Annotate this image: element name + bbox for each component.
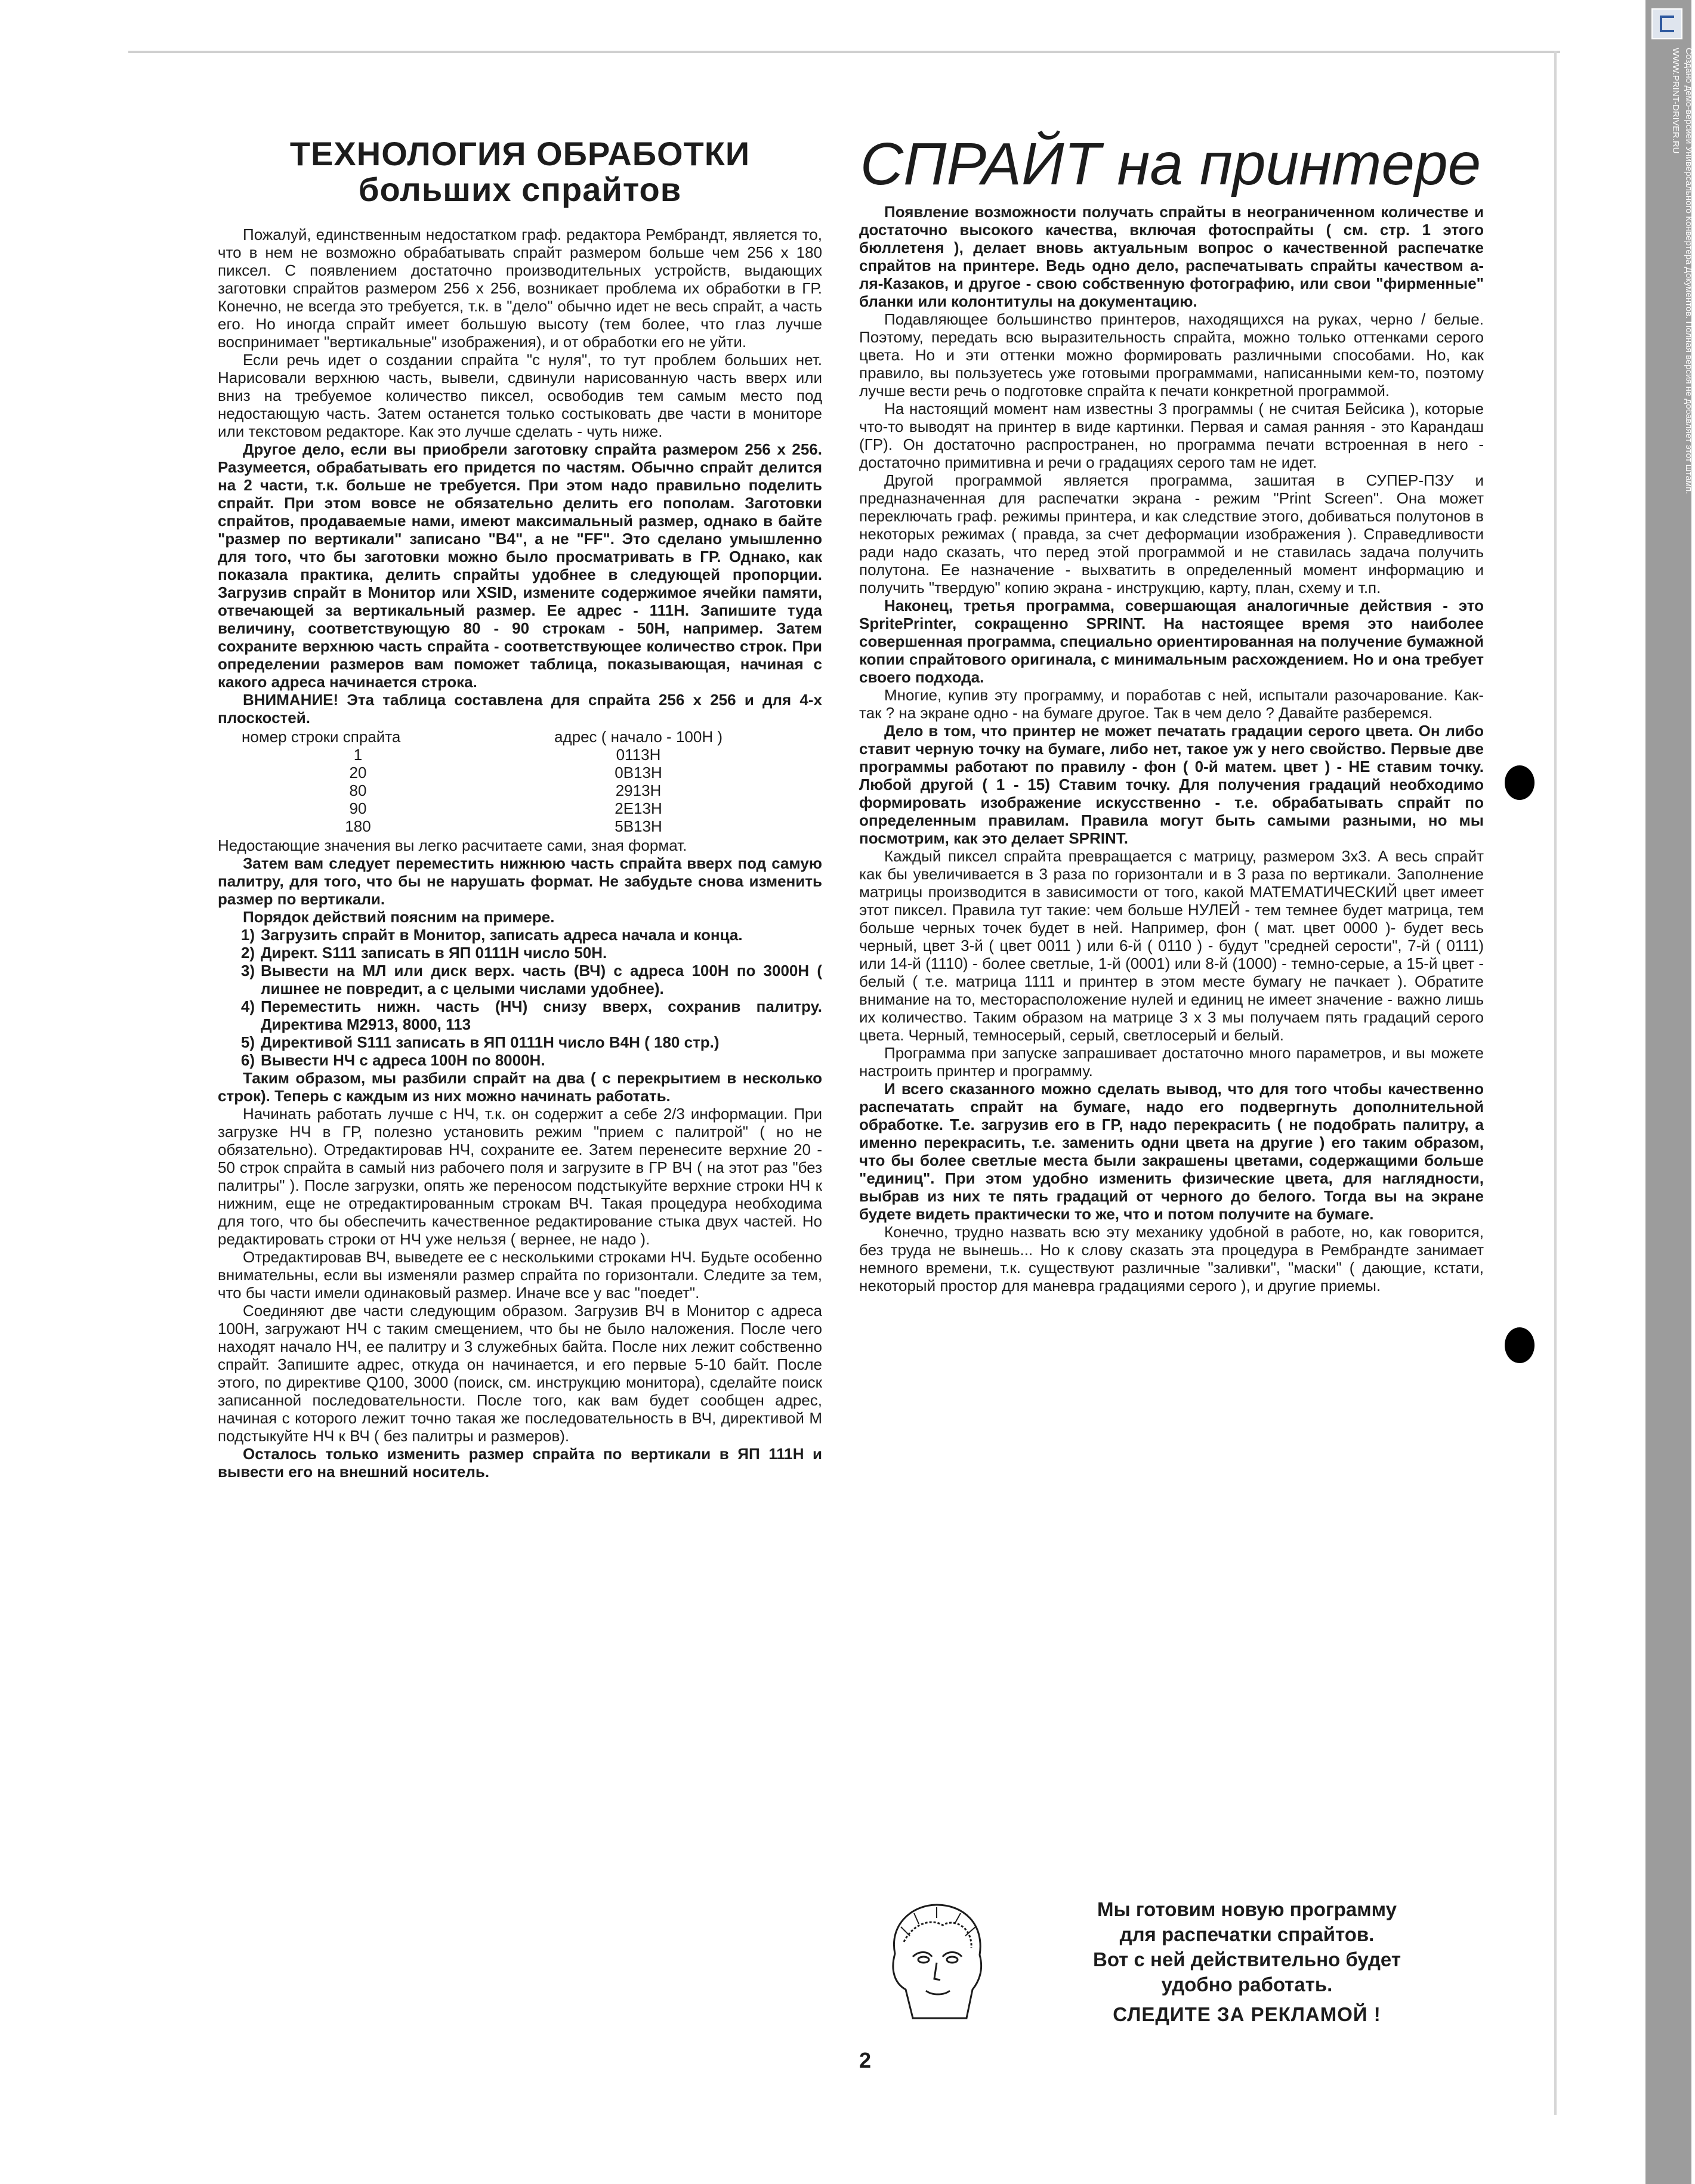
table-header-line: номер строки спрайта [242,728,401,746]
table-row [218,764,822,781]
right-article-title: СПРАЙТ на принтере [860,131,1481,197]
step-number: 6) [240,1051,255,1069]
advertisement [1008,1897,1486,2027]
right-paragraph-1: Появление возможности получать спрайты в неограниченном количестве и достаточно высокого качества, включая фотоспрайты ( см. стр. 1 этого бюллетеня ), делает вновь актуальным вопрос о качественной распечатке спрайтов на принтере. Ведь одно дело, распечатывать спрайты качеством а-ля-Казаков, и другое - свою собственную фотографию, или свои "фирменные" бланки или колонтитулы на документацию. [859,203,1484,310]
page-edge-right [1554,51,1557,2115]
left-title-line-1: ТЕХНОЛОГИЯ ОБРАБОТКИ [289,135,751,172]
table-warning: ВНИМАНИЕ! Эта таблица составлена для спрайта 256 х 256 и для 4-х плоскостей. [218,691,822,727]
step-text: Директ. S111 записать в ЯП 0111H число 50H. [261,944,607,962]
right-paragraph-9: Программа при запуске запрашивает достаточно много параметров, и вы можете настроить принтер и программу. [859,1044,1484,1080]
right-paragraph-6: Многие, купив эту программу, и поработав с ней, испытали разочарование. Как-так ? на экране одно - на бумаге другое. Так в чем дело ? Давайте разберемся. [859,686,1484,722]
portrait-illustration [877,1900,996,2022]
left-paragraph-2: Если речь идет о создании спрайта "с нуля", то тут проблем больших нет. Нарисовали верхнюю часть, вывели, сдвинули нарисованную часть вверх или вниз на требуемое количество пиксел, освободив тем самым место под недостающую часть. Затем останется только состыковать две части в мониторе или текстовом редакторе. Как это лучше сделать - чуть ниже. [218,351,822,440]
table-header-row [218,728,822,746]
step-text: Переместить нижн. часть (НЧ) снизу вверх, сохранив палитру. Директива M2913, 8000, 113 [261,997,822,1033]
right-paragraph-2: Подавляющее большинство принтеров, находящихся на руках, черно / белые. Поэтому, передать всю выразительность спрайта, можно только оттенками серого цвета. Но и эти оттенки можно формировать различными способами. Но, как правило, вы пользуетесь уже готовыми программами, написанными кем-то, поэтому лучше вести речь о подготовке спрайта к печати конкретной программой. [859,310,1484,400]
table-cell-address: 2913H [615,781,662,799]
left-article-body [218,225,822,1481]
right-paragraph-11: Конечно, трудно назвать всю эту механику удобной в работе, но, как говорится, без труда не вынешь... Но к слову сказать эта процедура в Рембрандте занимает немного времени, т.к. существуют различные "заливки", "маски" ( дающие, кстати, некоторый простор для маневра градациями серого ), и другие приемы. [859,1223,1484,1295]
left-paragraph-10: Соединяют две части следующим образом. Загрузив ВЧ в Монитор с адреса 100H, загружают НЧ с таким смещением, что бы не было наложения. После чего находят начало НЧ, ее палитру и 3 служебных байта. После них лежит собственно спрайт. Запишите адрес, откуда он начинается, и его первые 5-10 байт. После этого, по директиве Q100, 3000 (поиск, см. инструкцию монитора), сделайте поиск записанной последовательности. После того, как вам будет сообщен адрес, начиная с которого лежит точно такая же последовательность в ВЧ, директивой M подстыкуйте НЧ к ВЧ ( без палитры и размеров). [218,1302,822,1445]
step-text: Вывести НЧ с адреса 100H по 8000H. [261,1051,545,1069]
left-paragraph-7: Таким образом, мы разбили спрайт на два ( с перекрытием в несколько строк). Теперь с каждым из них можно начинать работать. [218,1069,822,1105]
watermark-line-1: Создано демо-версией Универсального Конвертера Документов. Полная версия не добавляет этот штамп. [1684,48,1694,495]
table-row [218,799,822,817]
table-row [218,817,822,835]
right-paragraph-5: Наконец, третья программа, совершающая аналогичные действия - это SpritePrinter, сокращенно SPRINT. На настоящее время это наиболее совершенная программа, специально ориентированная на получение бумажной копии спрайтового оригинала, с минимальным расхождением. Но и она требует своего подхода. [859,597,1484,686]
right-paragraph-3: На настоящий момент нам известны 3 программы ( не считая Бейсика ), которые что-то выводят на принтер в виде картинки. Первая и самая ранняя - это Карандаш (ГР). Он достаточно распространен, но программа печати встроенная в него - достаточно примитивна и речи о градациях серого там не идет. [859,400,1484,471]
left-paragraph-6: Порядок действий поясним на примере. [243,908,555,926]
step-number: 3) [240,962,255,980]
ad-line-4: удобно работать. [1161,1973,1333,1995]
ad-line-1: Мы готовим новую программу [1097,1898,1397,1920]
right-paragraph-4: Другой программой является программа, зашитая в СУПЕР-ПЗУ и предназначенная для распечатки экрана - режим "Print Screen". Она может переключать граф. режимы принтера, и как следствие этого, добиваться полутонов в некоторых режимах ( правда, за счет деформации изображения ). Справедливости ради надо сказать, что перед этой программой и не ставилась задача получить полутона. Ее назначение - выхватить в определенный момент информацию и получить "твердую" копию экрана - инструкцию, карту, план, схему и т.п. [859,471,1484,597]
left-paragraph-8: Начинать работать лучше с НЧ, т.к. он содержит а себе 2/3 информации. При загрузке НЧ в ГР, полезно установить режим "прием с палитрой" ( но не обязательно). Отредактировав НЧ, сохраните ее. Затем перенесите верхние 20 - 50 строк спрайта в самый низ рабочего поля и загрузите в ГР ВЧ ( на этот раз "без палитры" ). После загрузки, опять же переносом подстыкуйте верхние строки НЧ к нижним, еще не отредактированным строкам ВЧ. Такая процедура необходима для того, что бы обеспечить качественное редактирование стыка двух частей. Но редактировать строки от НЧ уже нельзя ( вернее, не надо ). [218,1105,822,1248]
left-paragraph-9: Отредактировав ВЧ, выведете ее с несколькими строками НЧ. Будьте особенно внимательны, если вы изменяли размер спрайта по горизонтали. Следите за тем, что бы части имели одинаковый размер. Иначе все у вас "поедет". [218,1248,822,1302]
right-paragraph-7: Дело в том, что принтер не может печатать градации серого цвета. Он либо ставит черную точку на бумаге, либо нет, такое уж у него свойство. Первые две программы работают по правилу - фон ( 0-й матем. цвет ) - НЕ ставим точку. Любой другой ( 1 - 15) Ставим точку. Для получения градаций необходимо формировать изображение искусственно - т.е. обрабатывать спрайт по определенным правилам. Правила могут быть самыми разными, но мы посмотрим, как это делает SPRINT. [859,722,1484,847]
step-number: 1) [240,926,255,944]
converter-logo-icon [1651,8,1682,39]
page-number: 2 [859,2048,872,2072]
table-cell-address: 2E13H [615,799,662,817]
right-article-body [859,203,1484,1295]
table-cell-address: 0B13H [615,764,662,781]
step-number: 2) [240,944,255,962]
page-edge-top [128,51,1560,53]
table-cell-line: 180 [345,817,371,835]
table-row [218,781,822,799]
list-item [218,944,822,962]
list-item [218,1051,822,1069]
steps-list [218,926,822,1069]
table-cell-line: 20 [349,764,367,781]
right-paragraph-8: Каждый пиксел спрайта превращается с матрицу, размером 3х3. А весь спрайт как бы увеличивается в 3 раза по горизонтали и в 3 раза по вертикали. Заполнение матрицы производится в зависимости от того, какой МАТЕМАТИЧЕСКИЙ цвет имеет этот пиксел. Правила тут такие: чем больше НУЛЕЙ - тем темнее будет матрица, тем больше черных точек будет в ней. Например, фон ( мат. цвет 0000 )- будет весь черный, цвет 3-й ( цвет 0011 ) или 6-й ( 0110 ) - будут "средней серости", 7-й ( 0111) или 14-й (1110) - более светлые, 1-й (0001) или 8-й (1000) - темно-серые, а 15-й цвет - белый ( т.е. матрица 1111 и принтер в этом месте бумагу не пачкает ). Обратите внимание на то, месторасположение нулей и единиц не имеет значение - важно лишь их количество. Таким образом на матрице 3 х 3 мы получаем пять градаций серого цвета. Черный, темносерый, серый, светлосерый и белый. [859,847,1484,1044]
left-paragraph-5: Затем вам следует переместить нижнюю часть спрайта вверх под самую палитру, для того, что бы не нарушать формат. Не забудьте снова изменить размер по вертикали. [218,854,822,908]
table-cell-line: 80 [349,781,367,799]
step-text: Загрузить спрайт в Монитор, записать адреса начала и конца. [261,926,743,944]
step-number: 5) [240,1033,255,1051]
left-paragraph-4: Недостающие значения вы легко расчитаете сами, зная формат. [218,836,687,854]
left-article-title [218,136,822,208]
punch-hole-bottom [1505,1327,1535,1363]
left-title-line-2: больших спрайтов [358,171,682,208]
list-item [218,962,822,997]
ad-line-2: для распечатки спрайтов. [1119,1923,1375,1945]
list-item [218,926,822,944]
step-text: Вывести на МЛ или диск верх. часть (ВЧ) с адреса 100H по 3000H ( лишнее не повредит, а с целыми числами удобнее). [261,962,822,997]
ad-line-5: СЛЕДИТЕ ЗА РЕКЛАМОЙ ! [1113,2003,1381,2025]
step-number: 4) [240,997,255,1015]
step-text: Директивой S111 записать в ЯП 0111H число B4H ( 180 стр.) [261,1033,720,1051]
watermark-line-2: WWW.PRINT-DRIVER.RU [1671,48,1681,154]
left-paragraph-3: Другое дело, если вы приобрели заготовку спрайта размером 256 х 256. Разумеется, обрабатывать его придется по частям. Обычно спрайт делится на 2 части, т.к. больше не требуется. При этом надо правильно поделить спрайт. При этом вовсе не обязательно делить его пополам. Заготовки спрайтов, продаваемые нами, имеют максимальный размер, однако в байте "размер по вертикали" записано "B4", а не "FF". Это сделано умышленно для того, что бы заготовки можно было просматривать в ГР. Однако, как показала практика, делить спрайты удобнее в следующей пропорции. Загрузив спрайт в Монитор или XSID, измените содержимое ячейки памяти, отвечающей за вертикальный размер. Ее адрес - 111H. Запишите туда величину, соответствующую 80 - 90 строкам - 50H, например. Затем сохраните верхнюю часть спрайта - соответствующее количество строк. При определении размеров вам поможет таблица, показывающая, начиная с какого адреса начинается строка. [218,440,822,691]
table-cell-address: 0113H [616,746,661,764]
list-item [218,1033,822,1051]
watermark-text [1669,48,1695,494]
table-cell-address: 5B13H [615,817,662,835]
address-table [218,728,822,835]
left-paragraph-1: Пожалуй, единственным недостатком граф. редактора Рембрандт, является то, что в нем не возможно обрабатывать спрайт размером больше чем 256 х 180 пиксел. С появлением достаточно производительных устройств, выдающих заготовки спрайтов размером 256 х 256, возникает проблема их обработки в ГР. Конечно, не всегда это требуется, т.к. в "дело" обычно идет не весь спрайт, а часть его. Но иногда спрайт имеет большую высоту (тем более, что глаз лучше воспринимает "вертикальные" изображения), и от обработки его не уйти. [218,225,822,351]
table-row [218,746,822,764]
table-header-address: адрес ( начало - 100H ) [554,728,723,746]
punch-hole-top [1505,765,1535,800]
list-item [218,997,822,1033]
ad-line-3: Вот с ней действительно будет [1093,1948,1401,1970]
left-paragraph-11: Осталось только изменить размер спрайта по вертикали в ЯП 111H и вывести его на внешний носитель. [218,1445,822,1481]
table-cell-line: 1 [353,746,363,764]
table-cell-line: 90 [349,799,367,817]
right-paragraph-10: И всего сказанного можно сделать вывод, что для того чтобы качественно распечатать спрайт на бумаге, надо его подвергнуть дополнительной обработке. Т.е. загрузив его в ГР, надо перекрасить ( не подобрать палитру, а именно перекрасить, т.е. заменить одни цвета на другие ) его таким образом, что бы более светлые места были закрашены цветами, содержащими больше "единиц". При этом удобно изменить физические цвета, для наглядности, выбрав из них те пять градаций от черного до белого. Тогда вы на экране будете видеть практически то же, что и потом получите на бумаге. [859,1080,1484,1223]
